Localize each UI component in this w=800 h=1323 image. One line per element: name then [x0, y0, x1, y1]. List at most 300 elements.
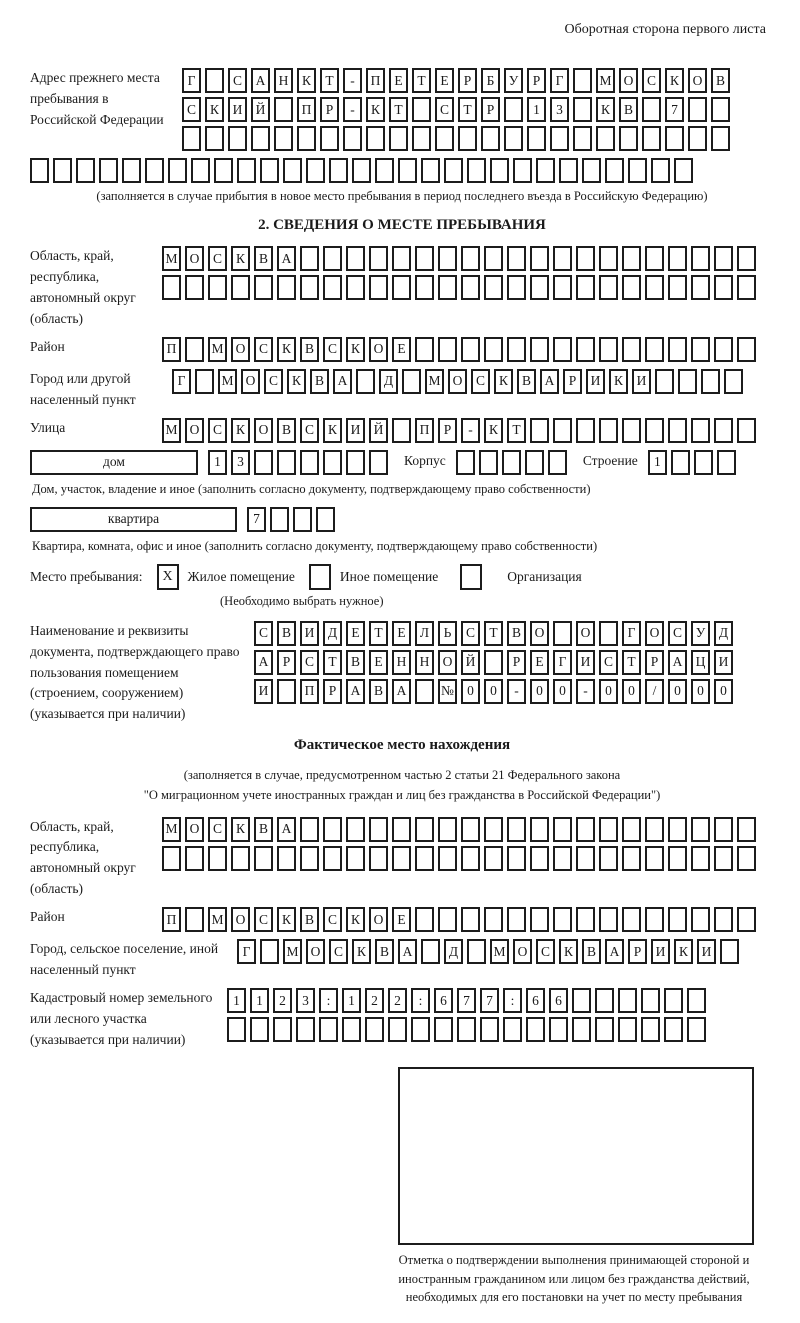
form-cell[interactable]: -: [576, 679, 595, 704]
form-cell[interactable]: [227, 1017, 246, 1042]
form-cell[interactable]: О: [438, 650, 457, 675]
form-cell[interactable]: С: [254, 907, 273, 932]
form-cell[interactable]: :: [411, 988, 430, 1013]
form-cell[interactable]: [356, 369, 375, 394]
form-cell[interactable]: [300, 817, 319, 842]
form-cell[interactable]: [369, 246, 388, 271]
form-cell[interactable]: [507, 846, 526, 871]
actual-district-row[interactable]: [162, 907, 756, 932]
form-cell[interactable]: [622, 418, 641, 443]
form-cell[interactable]: №: [438, 679, 457, 704]
form-cell[interactable]: А: [277, 246, 296, 271]
form-cell[interactable]: [711, 97, 730, 122]
form-cell[interactable]: С: [182, 97, 201, 122]
form-cell[interactable]: М: [208, 337, 227, 362]
form-cell[interactable]: [185, 337, 204, 362]
actual-city-row[interactable]: [237, 939, 739, 964]
actual-region-row-2[interactable]: [162, 846, 756, 871]
form-cell[interactable]: О: [306, 939, 325, 964]
form-cell[interactable]: 0: [622, 679, 641, 704]
form-cell[interactable]: [737, 337, 756, 362]
form-cell[interactable]: К: [297, 68, 316, 93]
form-cell[interactable]: [595, 988, 614, 1013]
form-cell[interactable]: О: [369, 907, 388, 932]
form-cell[interactable]: Р: [458, 68, 477, 93]
form-cell[interactable]: :: [503, 988, 522, 1013]
form-cell[interactable]: [122, 158, 141, 183]
form-cell[interactable]: [576, 846, 595, 871]
street-row[interactable]: [162, 418, 756, 443]
form-cell[interactable]: [678, 369, 697, 394]
form-cell[interactable]: М: [425, 369, 444, 394]
form-cell[interactable]: [651, 158, 670, 183]
form-cell[interactable]: 3: [231, 450, 250, 475]
form-cell[interactable]: 0: [461, 679, 480, 704]
form-cell[interactable]: [484, 275, 503, 300]
form-cell[interactable]: П: [366, 68, 385, 93]
form-cell[interactable]: 3: [296, 988, 315, 1013]
form-cell[interactable]: [444, 158, 463, 183]
form-cell[interactable]: [457, 1017, 476, 1042]
form-cell[interactable]: Р: [481, 97, 500, 122]
form-cell[interactable]: С: [435, 97, 454, 122]
form-cell[interactable]: О: [254, 418, 273, 443]
form-cell[interactable]: [576, 418, 595, 443]
form-cell[interactable]: [691, 337, 710, 362]
form-cell[interactable]: [599, 337, 618, 362]
form-cell[interactable]: С: [461, 621, 480, 646]
form-cell[interactable]: [162, 846, 181, 871]
form-cell[interactable]: В: [277, 418, 296, 443]
form-cell[interactable]: [346, 450, 365, 475]
form-cell[interactable]: М: [596, 68, 615, 93]
form-cell[interactable]: [530, 907, 549, 932]
form-cell[interactable]: [504, 126, 523, 151]
form-cell[interactable]: [329, 158, 348, 183]
form-cell[interactable]: [467, 939, 486, 964]
form-cell[interactable]: [530, 418, 549, 443]
form-cell[interactable]: Р: [277, 650, 296, 675]
form-cell[interactable]: С: [329, 939, 348, 964]
form-cell[interactable]: [490, 158, 509, 183]
form-cell[interactable]: [691, 846, 710, 871]
form-cell[interactable]: [205, 126, 224, 151]
form-cell[interactable]: [688, 126, 707, 151]
form-cell[interactable]: [435, 126, 454, 151]
form-cell[interactable]: Г: [172, 369, 191, 394]
form-cell[interactable]: [599, 907, 618, 932]
form-cell[interactable]: [553, 246, 572, 271]
form-cell[interactable]: [530, 846, 549, 871]
form-cell[interactable]: С: [642, 68, 661, 93]
form-cell[interactable]: [231, 275, 250, 300]
form-cell[interactable]: [415, 817, 434, 842]
form-cell[interactable]: [320, 126, 339, 151]
form-cell[interactable]: П: [162, 337, 181, 362]
form-cell[interactable]: [711, 126, 730, 151]
form-cell[interactable]: [168, 158, 187, 183]
form-cell[interactable]: [641, 988, 660, 1013]
form-cell[interactable]: [573, 97, 592, 122]
form-cell[interactable]: [691, 246, 710, 271]
cadastre-row-1[interactable]: [227, 988, 706, 1013]
form-cell[interactable]: [415, 246, 434, 271]
form-cell[interactable]: [412, 126, 431, 151]
form-cell[interactable]: М: [208, 907, 227, 932]
form-cell[interactable]: Е: [392, 337, 411, 362]
prev-address-row-4[interactable]: [30, 158, 774, 183]
form-cell[interactable]: М: [490, 939, 509, 964]
form-cell[interactable]: В: [369, 679, 388, 704]
form-cell[interactable]: Т: [369, 621, 388, 646]
form-cell[interactable]: К: [277, 907, 296, 932]
form-cell[interactable]: [415, 679, 434, 704]
form-cell[interactable]: У: [691, 621, 710, 646]
form-cell[interactable]: [599, 621, 618, 646]
form-cell[interactable]: [145, 158, 164, 183]
form-cell[interactable]: [717, 450, 736, 475]
form-cell[interactable]: [484, 337, 503, 362]
form-cell[interactable]: [642, 126, 661, 151]
form-cell[interactable]: 7: [457, 988, 476, 1013]
form-cell[interactable]: 1: [648, 450, 667, 475]
form-cell[interactable]: [392, 275, 411, 300]
form-cell[interactable]: [375, 158, 394, 183]
form-cell[interactable]: [530, 275, 549, 300]
form-cell[interactable]: 6: [434, 988, 453, 1013]
form-cell[interactable]: [254, 450, 273, 475]
form-cell[interactable]: Р: [320, 97, 339, 122]
form-cell[interactable]: [559, 158, 578, 183]
form-cell[interactable]: [553, 337, 572, 362]
form-cell[interactable]: [293, 507, 312, 532]
form-cell[interactable]: Й: [369, 418, 388, 443]
form-cell[interactable]: С: [668, 621, 687, 646]
form-cell[interactable]: И: [300, 621, 319, 646]
form-cell[interactable]: [254, 846, 273, 871]
form-cell[interactable]: [251, 126, 270, 151]
form-cell[interactable]: С: [254, 337, 273, 362]
form-cell[interactable]: Р: [507, 650, 526, 675]
form-cell[interactable]: 1: [250, 988, 269, 1013]
form-cell[interactable]: П: [297, 97, 316, 122]
form-cell[interactable]: [737, 418, 756, 443]
form-cell[interactable]: [576, 246, 595, 271]
form-cell[interactable]: [392, 418, 411, 443]
form-cell[interactable]: [513, 158, 532, 183]
form-cell[interactable]: Е: [389, 68, 408, 93]
form-cell[interactable]: С: [599, 650, 618, 675]
form-cell[interactable]: В: [375, 939, 394, 964]
form-cell[interactable]: [553, 817, 572, 842]
form-cell[interactable]: [645, 246, 664, 271]
form-cell[interactable]: Д: [323, 621, 342, 646]
form-cell[interactable]: П: [162, 907, 181, 932]
form-cell[interactable]: [274, 126, 293, 151]
form-cell[interactable]: [316, 507, 335, 532]
form-cell[interactable]: [415, 846, 434, 871]
form-cell[interactable]: Л: [415, 621, 434, 646]
form-cell[interactable]: К: [596, 97, 615, 122]
form-cell[interactable]: [553, 907, 572, 932]
form-cell[interactable]: [369, 846, 388, 871]
form-cell[interactable]: [260, 939, 279, 964]
form-cell[interactable]: [553, 621, 572, 646]
form-cell[interactable]: Г: [237, 939, 256, 964]
form-cell[interactable]: [530, 817, 549, 842]
form-cell[interactable]: Д: [379, 369, 398, 394]
form-cell[interactable]: В: [300, 337, 319, 362]
form-cell[interactable]: Н: [274, 68, 293, 93]
form-cell[interactable]: [480, 1017, 499, 1042]
form-cell[interactable]: [714, 846, 733, 871]
form-cell[interactable]: [323, 450, 342, 475]
form-cell[interactable]: К: [231, 418, 250, 443]
form-cell[interactable]: К: [665, 68, 684, 93]
form-cell[interactable]: [260, 158, 279, 183]
form-cell[interactable]: [366, 126, 385, 151]
form-cell[interactable]: [438, 246, 457, 271]
form-cell[interactable]: [389, 126, 408, 151]
form-cell[interactable]: [507, 817, 526, 842]
form-cell[interactable]: [668, 246, 687, 271]
form-cell[interactable]: М: [162, 817, 181, 842]
form-cell[interactable]: В: [310, 369, 329, 394]
form-cell[interactable]: Е: [346, 621, 365, 646]
form-cell[interactable]: 0: [530, 679, 549, 704]
form-cell[interactable]: [688, 97, 707, 122]
form-cell[interactable]: [664, 988, 683, 1013]
form-cell[interactable]: Д: [444, 939, 463, 964]
form-cell[interactable]: [737, 817, 756, 842]
form-cell[interactable]: А: [254, 650, 273, 675]
form-cell[interactable]: В: [277, 621, 296, 646]
form-cell[interactable]: Г: [622, 621, 641, 646]
form-cell[interactable]: [484, 846, 503, 871]
form-cell[interactable]: [434, 1017, 453, 1042]
form-cell[interactable]: [714, 817, 733, 842]
form-cell[interactable]: [208, 846, 227, 871]
form-cell[interactable]: [642, 97, 661, 122]
form-cell[interactable]: [553, 846, 572, 871]
form-cell[interactable]: [701, 369, 720, 394]
form-cell[interactable]: Г: [550, 68, 569, 93]
form-cell[interactable]: 2: [365, 988, 384, 1013]
form-cell[interactable]: [53, 158, 72, 183]
form-cell[interactable]: [664, 1017, 683, 1042]
form-cell[interactable]: [237, 158, 256, 183]
form-cell[interactable]: Т: [458, 97, 477, 122]
korpus-row[interactable]: [456, 450, 567, 475]
form-cell[interactable]: [668, 418, 687, 443]
form-cell[interactable]: [668, 846, 687, 871]
form-cell[interactable]: М: [218, 369, 237, 394]
form-cell[interactable]: 0: [668, 679, 687, 704]
form-cell[interactable]: [687, 988, 706, 1013]
form-cell[interactable]: Г: [182, 68, 201, 93]
form-cell[interactable]: [504, 97, 523, 122]
form-cell[interactable]: [573, 68, 592, 93]
form-cell[interactable]: [714, 418, 733, 443]
form-cell[interactable]: [714, 246, 733, 271]
form-cell[interactable]: -: [507, 679, 526, 704]
form-cell[interactable]: Р: [323, 679, 342, 704]
form-cell[interactable]: [622, 907, 641, 932]
form-cell[interactable]: [622, 817, 641, 842]
form-cell[interactable]: [641, 1017, 660, 1042]
form-cell[interactable]: Й: [461, 650, 480, 675]
form-cell[interactable]: [691, 817, 710, 842]
form-cell[interactable]: И: [228, 97, 247, 122]
form-cell[interactable]: 0: [714, 679, 733, 704]
form-cell[interactable]: [270, 507, 289, 532]
form-cell[interactable]: [182, 126, 201, 151]
form-cell[interactable]: [691, 275, 710, 300]
form-cell[interactable]: Е: [392, 621, 411, 646]
form-cell[interactable]: [323, 275, 342, 300]
form-cell[interactable]: С: [228, 68, 247, 93]
form-cell[interactable]: [714, 337, 733, 362]
form-cell[interactable]: Е: [530, 650, 549, 675]
form-cell[interactable]: [346, 846, 365, 871]
form-cell[interactable]: [576, 817, 595, 842]
form-cell[interactable]: [392, 846, 411, 871]
region-row-1[interactable]: [162, 246, 756, 271]
form-cell[interactable]: [691, 907, 710, 932]
form-cell[interactable]: О: [231, 907, 250, 932]
form-cell[interactable]: [687, 1017, 706, 1042]
form-cell[interactable]: 6: [526, 988, 545, 1013]
form-cell[interactable]: 1: [227, 988, 246, 1013]
form-cell[interactable]: [300, 846, 319, 871]
form-cell[interactable]: А: [540, 369, 559, 394]
form-cell[interactable]: В: [711, 68, 730, 93]
form-cell[interactable]: [645, 907, 664, 932]
form-cell[interactable]: [724, 369, 743, 394]
form-cell[interactable]: [720, 939, 739, 964]
form-cell[interactable]: [479, 450, 498, 475]
form-cell[interactable]: [306, 158, 325, 183]
form-cell[interactable]: [503, 1017, 522, 1042]
form-cell[interactable]: А: [251, 68, 270, 93]
form-cell[interactable]: К: [287, 369, 306, 394]
form-cell[interactable]: К: [231, 246, 250, 271]
form-cell[interactable]: [99, 158, 118, 183]
cadastre-row-2[interactable]: [227, 1017, 706, 1042]
form-cell[interactable]: [205, 68, 224, 93]
form-cell[interactable]: И: [346, 418, 365, 443]
form-cell[interactable]: А: [346, 679, 365, 704]
form-cell[interactable]: -: [343, 97, 362, 122]
form-cell[interactable]: [438, 337, 457, 362]
form-cell[interactable]: 0: [599, 679, 618, 704]
form-cell[interactable]: М: [283, 939, 302, 964]
form-cell[interactable]: [323, 246, 342, 271]
form-cell[interactable]: Ь: [438, 621, 457, 646]
form-cell[interactable]: В: [300, 907, 319, 932]
form-cell[interactable]: О: [576, 621, 595, 646]
form-cell[interactable]: [536, 158, 555, 183]
form-cell[interactable]: [283, 158, 302, 183]
form-cell[interactable]: М: [162, 246, 181, 271]
form-cell[interactable]: [369, 275, 388, 300]
form-cell[interactable]: О: [185, 246, 204, 271]
form-cell[interactable]: Д: [714, 621, 733, 646]
form-cell[interactable]: Т: [622, 650, 641, 675]
form-cell[interactable]: [484, 650, 503, 675]
form-cell[interactable]: [411, 1017, 430, 1042]
form-cell[interactable]: [323, 817, 342, 842]
form-cell[interactable]: [185, 907, 204, 932]
form-cell[interactable]: [438, 907, 457, 932]
district-row[interactable]: [162, 337, 756, 362]
form-cell[interactable]: [388, 1017, 407, 1042]
form-cell[interactable]: [343, 126, 362, 151]
form-cell[interactable]: [438, 846, 457, 871]
form-cell[interactable]: Н: [392, 650, 411, 675]
form-cell[interactable]: Р: [563, 369, 582, 394]
form-cell[interactable]: С: [471, 369, 490, 394]
form-cell[interactable]: [456, 450, 475, 475]
form-cell[interactable]: В: [507, 621, 526, 646]
form-cell[interactable]: [484, 246, 503, 271]
prev-address-row-2[interactable]: [182, 97, 730, 122]
form-cell[interactable]: [622, 337, 641, 362]
form-cell[interactable]: [461, 275, 480, 300]
form-cell[interactable]: [655, 369, 674, 394]
form-cell[interactable]: Г: [553, 650, 572, 675]
form-cell[interactable]: [737, 275, 756, 300]
form-cell[interactable]: [674, 158, 693, 183]
stroenie-row[interactable]: [648, 450, 736, 475]
form-cell[interactable]: [599, 817, 618, 842]
form-cell[interactable]: [208, 275, 227, 300]
form-cell[interactable]: [622, 846, 641, 871]
form-cell[interactable]: В: [619, 97, 638, 122]
form-cell[interactable]: [576, 337, 595, 362]
form-cell[interactable]: [369, 450, 388, 475]
form-cell[interactable]: [300, 450, 319, 475]
form-cell[interactable]: О: [231, 337, 250, 362]
form-cell[interactable]: [484, 907, 503, 932]
form-cell[interactable]: С: [208, 418, 227, 443]
form-cell[interactable]: Р: [438, 418, 457, 443]
form-cell[interactable]: [415, 337, 434, 362]
form-cell[interactable]: [369, 817, 388, 842]
form-cell[interactable]: Р: [645, 650, 664, 675]
form-cell[interactable]: О: [185, 418, 204, 443]
form-cell[interactable]: :: [319, 988, 338, 1013]
form-cell[interactable]: А: [392, 679, 411, 704]
form-cell[interactable]: С: [208, 246, 227, 271]
form-cell[interactable]: [530, 246, 549, 271]
form-cell[interactable]: К: [352, 939, 371, 964]
form-cell[interactable]: [714, 907, 733, 932]
form-cell[interactable]: [319, 1017, 338, 1042]
form-cell[interactable]: О: [530, 621, 549, 646]
form-cell[interactable]: [467, 158, 486, 183]
form-cell[interactable]: В: [582, 939, 601, 964]
form-cell[interactable]: [277, 275, 296, 300]
form-cell[interactable]: 1: [527, 97, 546, 122]
form-cell[interactable]: [421, 939, 440, 964]
form-cell[interactable]: И: [576, 650, 595, 675]
form-cell[interactable]: [599, 418, 618, 443]
form-cell[interactable]: [415, 275, 434, 300]
form-cell[interactable]: [346, 246, 365, 271]
form-cell[interactable]: [526, 1017, 545, 1042]
form-cell[interactable]: 1: [342, 988, 361, 1013]
